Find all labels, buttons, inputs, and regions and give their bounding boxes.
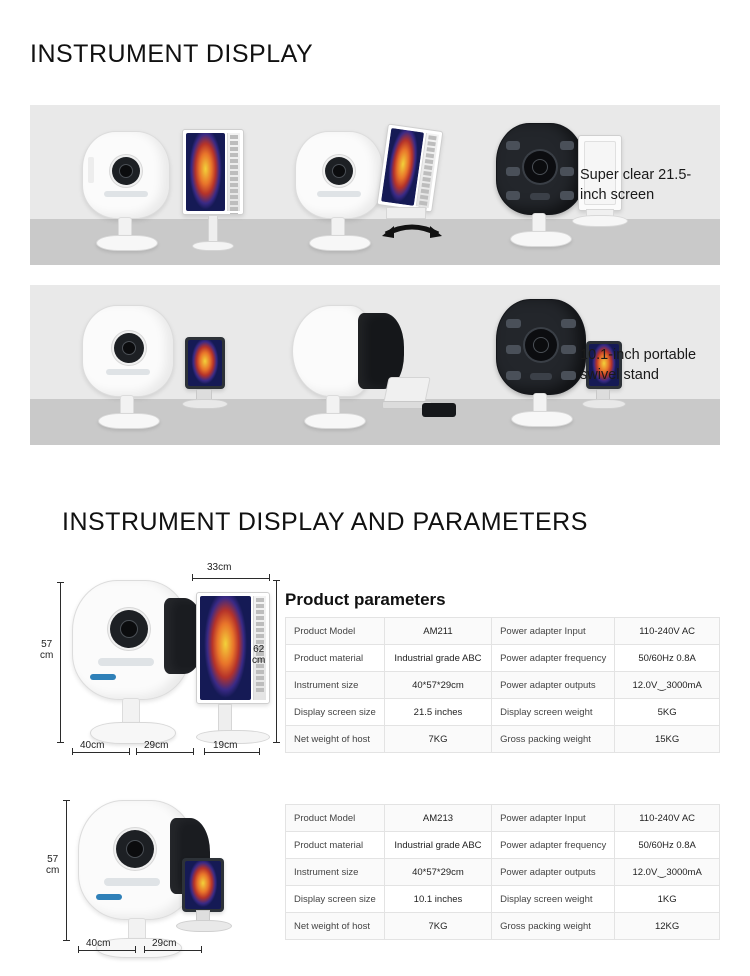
folded-hood-icon: [422, 403, 456, 417]
tablet-10-inch-1: [185, 337, 225, 389]
dim-tick: [193, 748, 194, 755]
monitor-tilt-2: [377, 124, 444, 213]
dim-label-screen-width: 33cm: [207, 562, 232, 573]
tablet-stand-base-am213: [176, 920, 232, 932]
dim-tick: [63, 800, 70, 801]
param-value: AM211: [384, 618, 491, 645]
dim-tick: [201, 946, 202, 953]
banner-caption-1: Super clear 21.5-inch screen: [580, 167, 692, 203]
param-value: 10.1 inches: [384, 886, 491, 913]
param-key: Power adapter Input: [492, 618, 615, 645]
dim-line-base-width-bottom: [78, 950, 136, 951]
table-row: [286, 832, 720, 859]
param-value: 12.0V⏝3000mA: [615, 672, 720, 699]
param-key: Gross packing weight: [492, 726, 615, 753]
dim-line-screen-height: [276, 580, 277, 742]
banner-caption-2: 10.1-inch portable swivel stand: [580, 347, 697, 383]
product-parameters-heading: Product parameters: [285, 590, 446, 609]
param-key: Net weight of host: [286, 913, 385, 940]
param-key: Power adapter frequency: [492, 645, 615, 672]
param-value: 7KG: [384, 913, 491, 940]
monitor-stand-1: [192, 215, 234, 251]
table-row: [286, 699, 720, 726]
dim-tick: [57, 582, 64, 583]
param-key: Product Model: [286, 805, 385, 832]
dim-label-stand-depth: 19cm: [213, 740, 238, 751]
param-value: 40*57*29cm: [384, 859, 491, 886]
param-value: 12KG: [615, 913, 720, 940]
param-key: Power adapter Input: [492, 805, 615, 832]
param-value: 110-240V AC: [615, 618, 720, 645]
param-value: 7KG: [384, 726, 491, 753]
dim-label-device-height-bottom: 57 cm: [46, 854, 60, 876]
param-value: 50/60Hz 0.8A: [615, 832, 720, 859]
device-illustration-white-front-2: [295, 131, 391, 251]
dim-line-height-am211: [60, 582, 61, 742]
dim-tick: [144, 946, 145, 953]
param-value: 50/60Hz 0.8A: [615, 645, 720, 672]
param-value: Industrial grade ABC: [384, 832, 491, 859]
param-value: 15KG: [615, 726, 720, 753]
dim-tick: [204, 748, 205, 755]
param-value: 5KG: [615, 699, 720, 726]
device-illustration-white-side-hood: [292, 305, 412, 435]
rotation-arrow-icon: [382, 218, 442, 240]
tablet-stand-base-2: [582, 399, 626, 409]
dim-line-base-depth-top: [136, 752, 194, 753]
dim-tick: [259, 748, 260, 755]
tablet-stand-base-1: [182, 399, 228, 409]
param-value: 40*57*29cm: [384, 672, 491, 699]
dim-label-device-height-top: 57 cm: [40, 639, 54, 661]
device-illustration-dark-front-2: [496, 299, 592, 433]
param-key: Power adapter frequency: [492, 832, 615, 859]
device-illustration-white-front-1: [82, 131, 178, 251]
dim-tick: [63, 940, 70, 941]
table-row: [286, 726, 720, 753]
dim-tick: [135, 946, 136, 953]
dim-label-base-width-top: 40cm: [80, 740, 105, 751]
dim-line-base-width-top: [72, 752, 130, 753]
device-illustration-am211: [72, 580, 202, 748]
param-value: 110-240V AC: [615, 805, 720, 832]
dim-line-height-am213: [66, 800, 67, 940]
dim-tick: [192, 574, 193, 581]
param-value: AM213: [384, 805, 491, 832]
table-row: [286, 886, 720, 913]
table-row: [286, 805, 720, 832]
param-key: Display screen size: [286, 699, 385, 726]
param-value: 1KG: [615, 886, 720, 913]
param-key: Product material: [286, 645, 385, 672]
param-value: 21.5 inches: [384, 699, 491, 726]
dim-tick: [129, 748, 130, 755]
param-key: Instrument size: [286, 672, 385, 699]
dim-label-base-width-bottom: 40cm: [86, 938, 111, 949]
dim-line-stand-depth: [204, 752, 260, 753]
banner-panel-10-inch: [30, 285, 720, 445]
param-value: Industrial grade ABC: [384, 645, 491, 672]
param-key: Instrument size: [286, 859, 385, 886]
param-key: Power adapter outputs: [492, 859, 615, 886]
page-title-instrument-display: INSTRUMENT DISPLAY: [30, 40, 314, 68]
dim-tick: [57, 742, 64, 743]
dim-tick: [78, 946, 79, 953]
param-key: Product Model: [286, 618, 385, 645]
param-key: Power adapter outputs: [492, 672, 615, 699]
table-row: [286, 645, 720, 672]
param-value: 12.0V⏝3000mA: [615, 859, 720, 886]
dim-tick: [269, 574, 270, 581]
dim-tick: [273, 742, 280, 743]
product-parameters-table-am211: [285, 617, 720, 753]
dim-tick: [72, 748, 73, 755]
dim-label-base-depth-bottom: 29cm: [152, 938, 177, 949]
param-key: Display screen weight: [492, 886, 615, 913]
table-row: [286, 618, 720, 645]
dim-tick: [273, 580, 280, 581]
dim-tick: [136, 748, 137, 755]
table-row: [286, 672, 720, 699]
dim-line-screen-width: [192, 578, 270, 579]
param-key: Display screen weight: [492, 699, 615, 726]
banner-panel-21-inch: [30, 105, 720, 265]
dim-label-base-depth-top: 29cm: [144, 740, 169, 751]
param-key: Gross packing weight: [492, 913, 615, 940]
param-key: Net weight of host: [286, 726, 385, 753]
table-row: [286, 913, 720, 940]
dim-label-screen-height: 62 cm: [252, 644, 266, 666]
product-parameters-table-am213: [285, 804, 720, 940]
swivel-stand-base-1: [572, 215, 628, 227]
table-row: [286, 859, 720, 886]
param-key: Display screen size: [286, 886, 385, 913]
page-title-instrument-display-and-parameters: INSTRUMENT DISPLAY AND PARAMETERS: [62, 508, 588, 536]
monitor-21-inch-1: [182, 129, 244, 215]
device-illustration-white-front-3: [82, 305, 178, 433]
tablet-am213: [182, 858, 224, 912]
param-key: Product material: [286, 832, 385, 859]
dim-line-base-depth-bottom: [144, 950, 202, 951]
